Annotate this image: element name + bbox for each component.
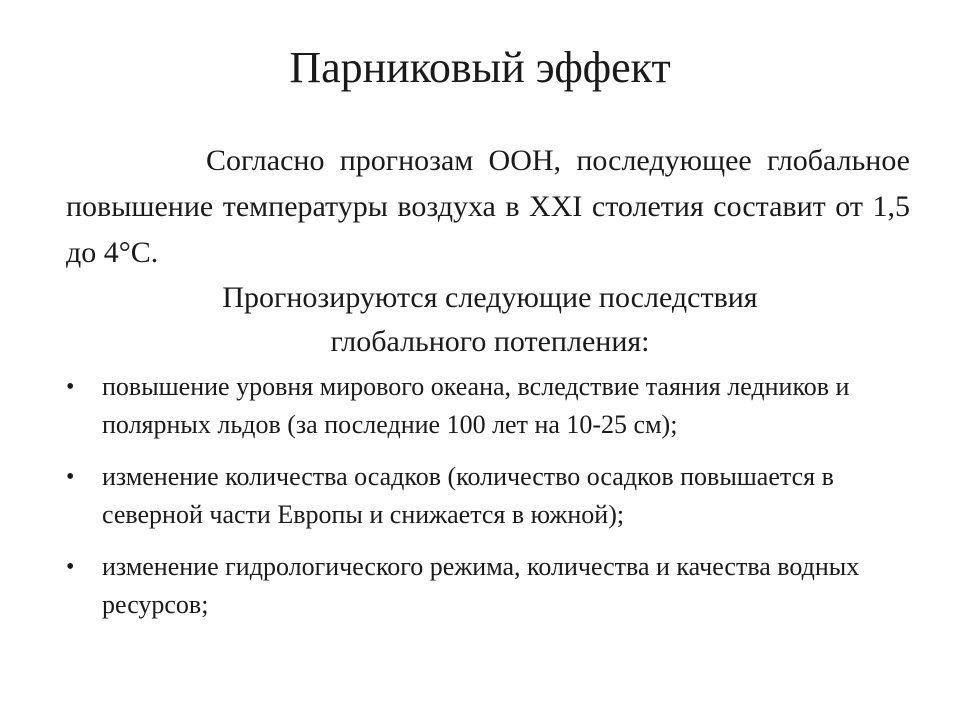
slide-title: Парниковый эффект [289, 43, 671, 92]
subheading-line: глобального потепления: [330, 325, 650, 358]
bullet-icon: • [66, 464, 75, 490]
bullet-item [66, 548, 916, 624]
intro-paragraph: Согласно прогнозам ООН, последующее глобальное повышение температуры воздуха в XXI столетия составит от 1,5 до 4°С. [66, 144, 910, 269]
bullet-text: изменение гидрологического режима, количества и качества водных ресурсов; [102, 552, 860, 619]
bullet-text: повышение уровня мирового океана, вследствие таяния ледников и полярных льдов (за последние 100 лет на 10-25 см); [102, 372, 850, 439]
bullet-list [66, 368, 916, 638]
subheading-line: Прогнозируются следующие последствия [222, 281, 758, 314]
bullet-icon: • [66, 374, 75, 400]
bullet-item [66, 368, 916, 444]
subheading [140, 276, 840, 364]
bullet-item [66, 458, 916, 534]
bullet-icon: • [66, 554, 75, 580]
bullet-text: изменение количества осадков (количество осадков повышается в северной части Европы и снижается в южной); [102, 462, 834, 529]
